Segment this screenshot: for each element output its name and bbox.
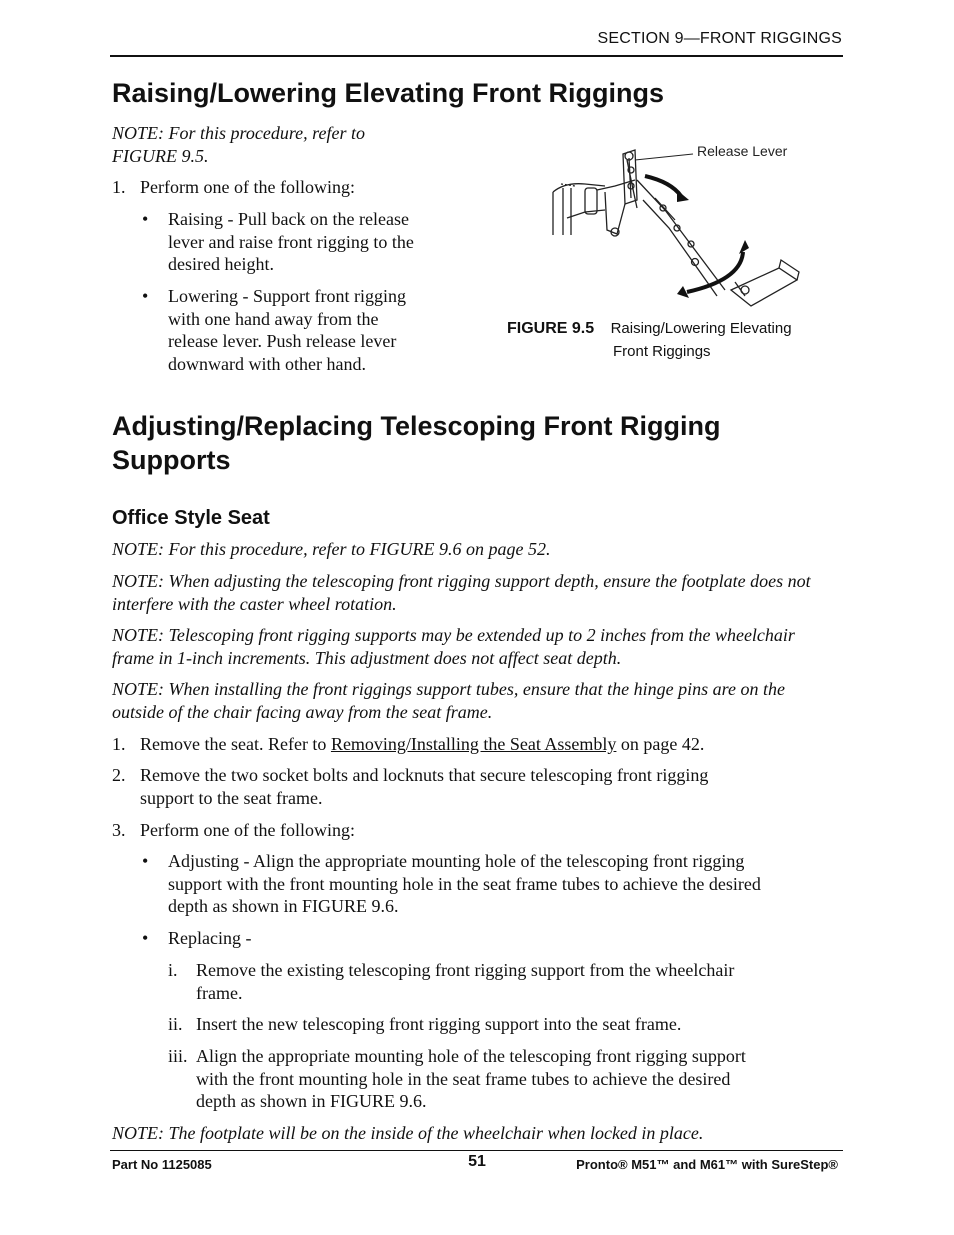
step-perform xyxy=(112,819,844,842)
subsection-title: Office Style Seat xyxy=(112,507,270,529)
step-line: Remove the two socket bolts and locknuts that secure telescoping front rigging xyxy=(140,765,709,785)
header-rule xyxy=(110,55,843,57)
bullet-lowering xyxy=(142,285,472,375)
seat-assembly-link[interactable]: Removing/Installing the Seat Assembly xyxy=(330,734,617,754)
substep-line: Align the appropriate mounting hole of the telescoping front rigging support xyxy=(196,1046,746,1066)
footer-rule xyxy=(110,1150,843,1151)
step-remove-bolts xyxy=(112,764,844,809)
footer-part-number: Part No 1125085 xyxy=(112,1157,212,1172)
bullet-glyph: • xyxy=(142,209,149,229)
title-line: Adjusting/Replacing Telescoping Front Rigging xyxy=(112,411,721,441)
step-number: 1. xyxy=(112,734,126,754)
bullet-line: downward with other hand. xyxy=(168,353,366,374)
note-line: NOTE: For this procedure, refer to xyxy=(112,123,365,143)
bullet-glyph: • xyxy=(142,851,149,871)
substep-line: Insert the new telescoping front rigging support into the seat frame. xyxy=(196,1014,682,1034)
note-4 xyxy=(112,678,844,723)
figure-caption-line: Raising/Lowering Elevating xyxy=(610,320,792,337)
bullet-line: release lever. Push release lever xyxy=(168,331,397,351)
title-line: Supports xyxy=(112,445,231,475)
bullet-line: Raising - Pull back on the release xyxy=(168,209,409,229)
step-number: 3. xyxy=(112,820,126,840)
note-line: frame in 1-inch increments. This adjustment does not affect seat depth. xyxy=(112,647,622,668)
bullet-line: lever and raise front rigging to the xyxy=(168,231,414,252)
substep-line: depth as shown in FIGURE 9.6. xyxy=(196,1091,427,1111)
section-header: SECTION 9—FRONT RIGGINGS xyxy=(597,30,842,47)
section-title-adjusting xyxy=(112,409,721,477)
front-rigging-illustration xyxy=(545,140,815,320)
figure-caption-line: Front Riggings xyxy=(613,343,711,360)
bullet-replacing xyxy=(142,927,844,950)
substep-i xyxy=(168,959,844,1004)
bullet-line: Adjusting - Align the appropriate mounting hole of the telescoping front rigging xyxy=(168,851,745,871)
note-line: NOTE: When installing the front riggings support tubes, ensure that the hinge pins are on the xyxy=(112,679,785,699)
figure-label: FIGURE 9.5 xyxy=(507,320,595,337)
substep-number: ii. xyxy=(168,1014,183,1034)
bullet-glyph: • xyxy=(142,928,149,948)
note-line: NOTE: Telescoping front rigging supports may be extended up to 2 inches from the wheelchair xyxy=(112,625,795,645)
step-number: 2. xyxy=(112,765,126,785)
note-1: NOTE: For this procedure, refer to FIGURE 9.6 on page 52. xyxy=(112,539,551,559)
step-text: Perform one of the following: xyxy=(140,820,355,840)
step-number: 1. xyxy=(112,177,126,197)
note-3 xyxy=(112,624,844,669)
note-line: outside of the chair facing away from the seat frame. xyxy=(112,701,493,722)
note-2 xyxy=(112,570,844,615)
bullet-adjusting xyxy=(142,850,844,918)
note-line: FIGURE 9.5. xyxy=(112,145,209,166)
substep-line: with the front mounting hole in the seat frame tubes to achieve the desired xyxy=(196,1068,731,1089)
bullet-line: support with the front mounting hole in the seat frame tubes to achieve the desired xyxy=(168,873,761,894)
substep-ii xyxy=(168,1013,844,1036)
bullet-line: Replacing - xyxy=(168,928,252,948)
figure-caption xyxy=(507,320,792,338)
substep-number: iii. xyxy=(168,1046,188,1066)
bullet-line: Lowering - Support front rigging xyxy=(168,286,406,306)
step-text: Remove the seat. Refer to xyxy=(140,734,331,754)
note-line: interfere with the caster wheel rotation. xyxy=(112,593,397,614)
substep-iii xyxy=(168,1045,844,1113)
bullet-line: desired height. xyxy=(168,254,274,274)
section-title-raising: Raising/Lowering Elevating Front Riggings xyxy=(112,78,665,108)
bullet-line: depth as shown in FIGURE 9.6. xyxy=(168,896,399,916)
step-remove-seat xyxy=(112,733,844,756)
note-figure-reference xyxy=(112,122,365,167)
release-lever-callout: Release Lever xyxy=(697,143,788,159)
footer-product: Pronto® M51™ and M61™ with SureStep® xyxy=(576,1157,838,1172)
bullet-line: with one hand away from the xyxy=(168,308,379,329)
note-final: NOTE: The footplate will be on the inside of the wheelchair when locked in place. xyxy=(112,1123,704,1143)
bullet-glyph: • xyxy=(142,286,149,306)
step-line: support to the seat frame. xyxy=(140,787,323,808)
substep-number: i. xyxy=(168,960,178,980)
step-text: Perform one of the following: xyxy=(140,177,355,197)
note-line: NOTE: When adjusting the telescoping front rigging support depth, ensure the footplate does not xyxy=(112,571,811,591)
bullet-raising xyxy=(142,208,472,276)
substep-line: Remove the existing telescoping front rigging support from the wheelchair xyxy=(196,960,735,980)
step-text: on page 42. xyxy=(616,734,705,754)
substep-line: frame. xyxy=(196,982,243,1003)
page-number: 51 xyxy=(468,1153,486,1170)
